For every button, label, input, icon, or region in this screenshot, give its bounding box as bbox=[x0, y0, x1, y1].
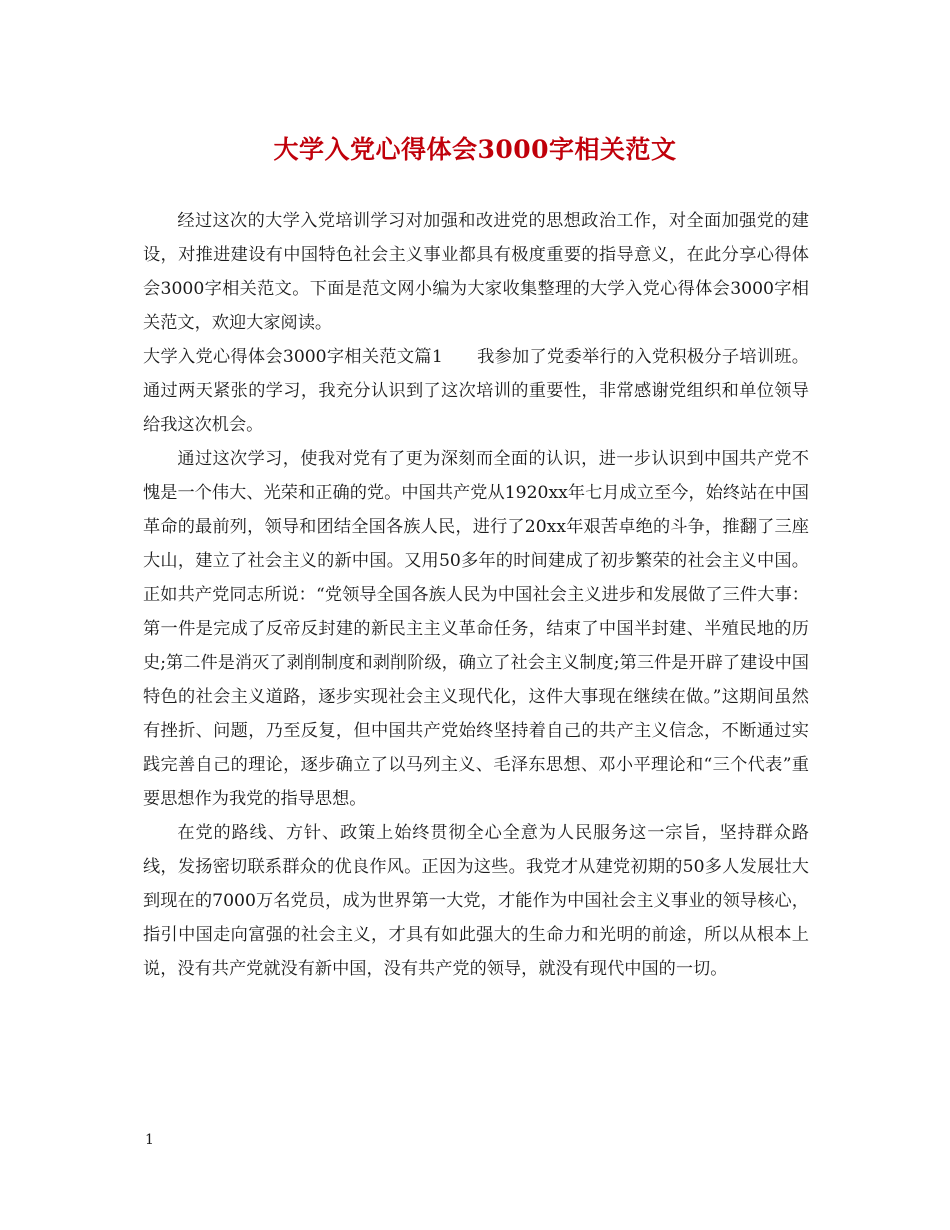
document-body bbox=[143, 204, 809, 986]
document-title: 大学入党心得体会3000字相关范文 bbox=[273, 135, 677, 164]
page-number: 1 bbox=[145, 1132, 154, 1148]
intro-paragraph: 经过这次的大学入党培训学习对加强和改进党的思想政治工作，对全面加强党的建设，对推进建设有中国特色社会主义事业都具有极度重要的指导意义，在此分享心得体会3000字相关范文。下面是范文网小编为大家收集整理的大学入党心得体会3000字相关范文，欢迎大家阅读。 bbox=[143, 211, 809, 333]
body-paragraph-2: 通过这次学习，使我对党有了更为深刻而全面的认识，进一步认识到中国共产党不愧是一个伟大、光荣和正确的党。中国共产党从1920xx年七月成立至今，始终站在中国革命的最前列，领导和团结全国各族人民，进行了20xx年艰苦卓绝的斗争，推翻了三座大山，建立了社会主义的新中国。又用50多年的时间建成了初步繁荣的社会主义中国。正如共产党同志所说：“党领导全国各族人民为中国社会主义进步和发展做了三件大事：第一件是完成了反帝反封建的新民主主义革命任务，结束了中国半封建、半殖民地的历史;第二件是消灭了剥削制度和剥削阶级，确立了社会主义制度;第三件是开辟了建设中国特色的社会主义道路，逐步实现社会主义现代化，这件大事现在继续在做。”这期间虽然有挫折、问题，乃至反复，但中国共产党始终坚持着自己的共产主义信念，不断通过实践完善自己的理论，逐步确立了以马列主义、毛泽东思想、邓小平理论和“三个代表”重要思想作为我党的指导思想。 bbox=[143, 449, 809, 809]
section-heading: 大学入党心得体会3000字相关范文篇1 bbox=[143, 347, 443, 367]
section-paragraph bbox=[143, 340, 809, 442]
body-paragraph-3: 在党的路线、方针、政策上始终贯彻全心全意为人民服务这一宗旨，坚持群众路线，发扬密切联系群众的优良作风。正因为这些。我党才从建党初期的50多人发展壮大到现在的7000万名党员，成为世界第一大党，才能作为中国社会主义事业的领导核心，指引中国走向富强的社会主义，才具有如此强大的生命力和光明的前途，所以从根本上说，没有共产党就没有新中国，没有共产党的领导，就没有现代中国的一切。 bbox=[143, 823, 809, 979]
section-lead-text: 我参加了党委举行的入党积极分子培训班。通过两天紧张的学习，我充分认识到了这次培训的重要性，非常感谢党组织和单位领导给我这次机会。 bbox=[143, 347, 809, 435]
